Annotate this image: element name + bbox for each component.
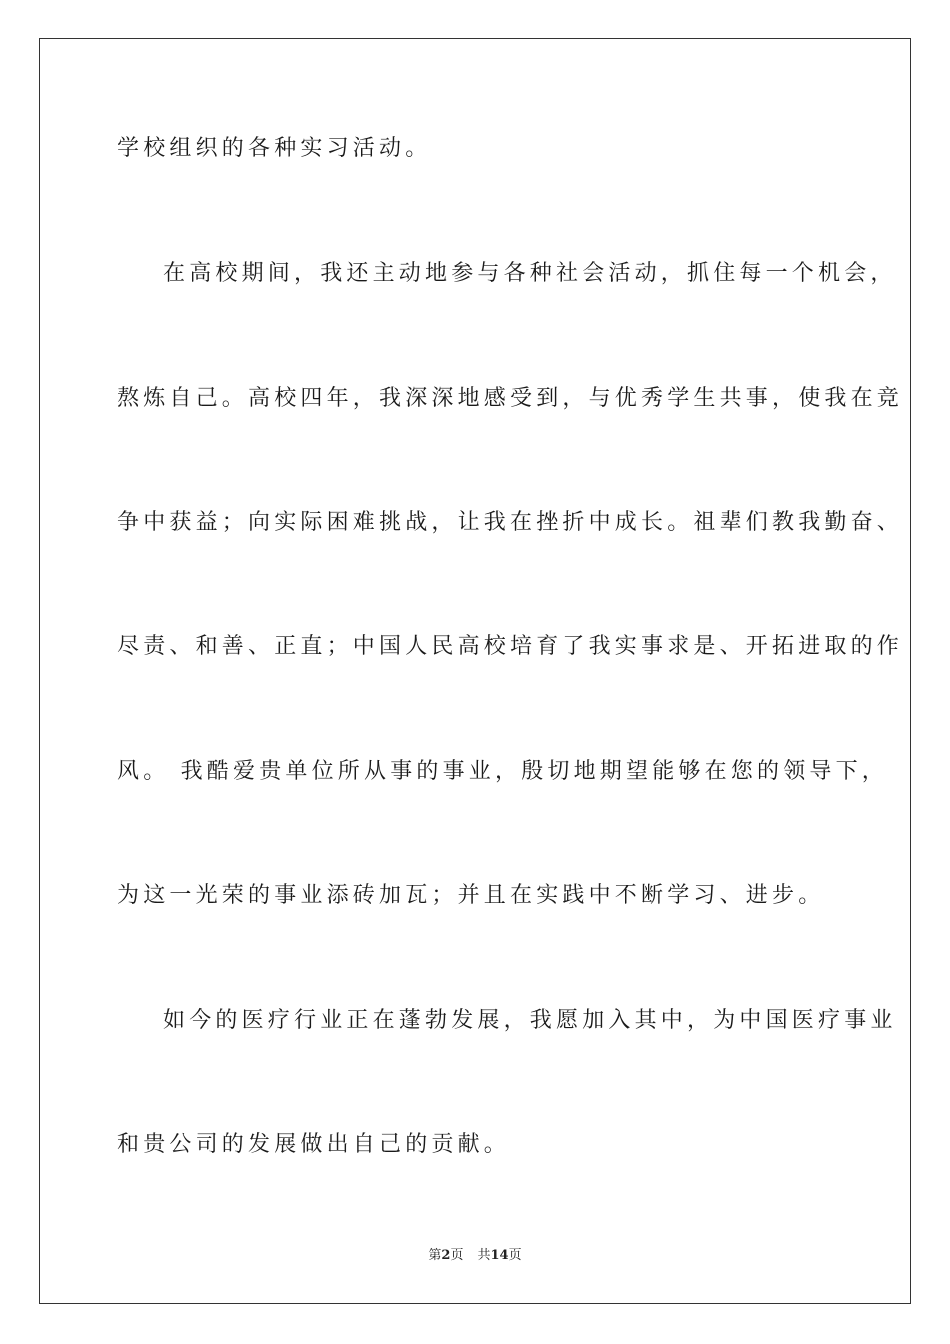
total-pages: 14 — [490, 1248, 509, 1263]
body-text-line: 和贵公司的发展做出自己的贡献。 — [117, 1132, 511, 1157]
body-text-line: 在高校期间，我还主动地参与各种社会活动，抓住每一个机会， — [163, 261, 897, 286]
page-footer — [0, 1247, 950, 1265]
body-text-line: 熬炼自己。高校四年，我深深地感受到，与优秀学生共事，使我在竞 — [117, 386, 904, 411]
body-text-line: 如今的医疗行业正在蓬勃发展，我愿加入其中，为中国医疗事业 — [163, 1008, 897, 1033]
body-text-line: 风。 我酷爱贵单位所从事的事业，殷切地期望能够在您的领导下， — [117, 759, 888, 784]
total-suffix: 页 — [508, 1248, 522, 1263]
body-text-line: 争中获益；向实际困难挑战，让我在挫折中成长。祖辈们教我勤奋、 — [117, 510, 904, 535]
total-prefix: 共 — [477, 1248, 491, 1263]
page-number: 2 — [441, 1248, 451, 1263]
body-text-line: 学校组织的各种实习活动。 — [117, 136, 432, 161]
page-suffix: 页 — [450, 1248, 464, 1263]
page-prefix: 第 — [428, 1248, 442, 1263]
page-border — [39, 38, 911, 1304]
body-text-line: 尽责、和善、正直；中国人民高校培育了我实事求是、开拓进取的作 — [117, 634, 904, 659]
body-text-line: 为这一光荣的事业添砖加瓦；并且在实践中不断学习、进步。 — [117, 883, 825, 908]
